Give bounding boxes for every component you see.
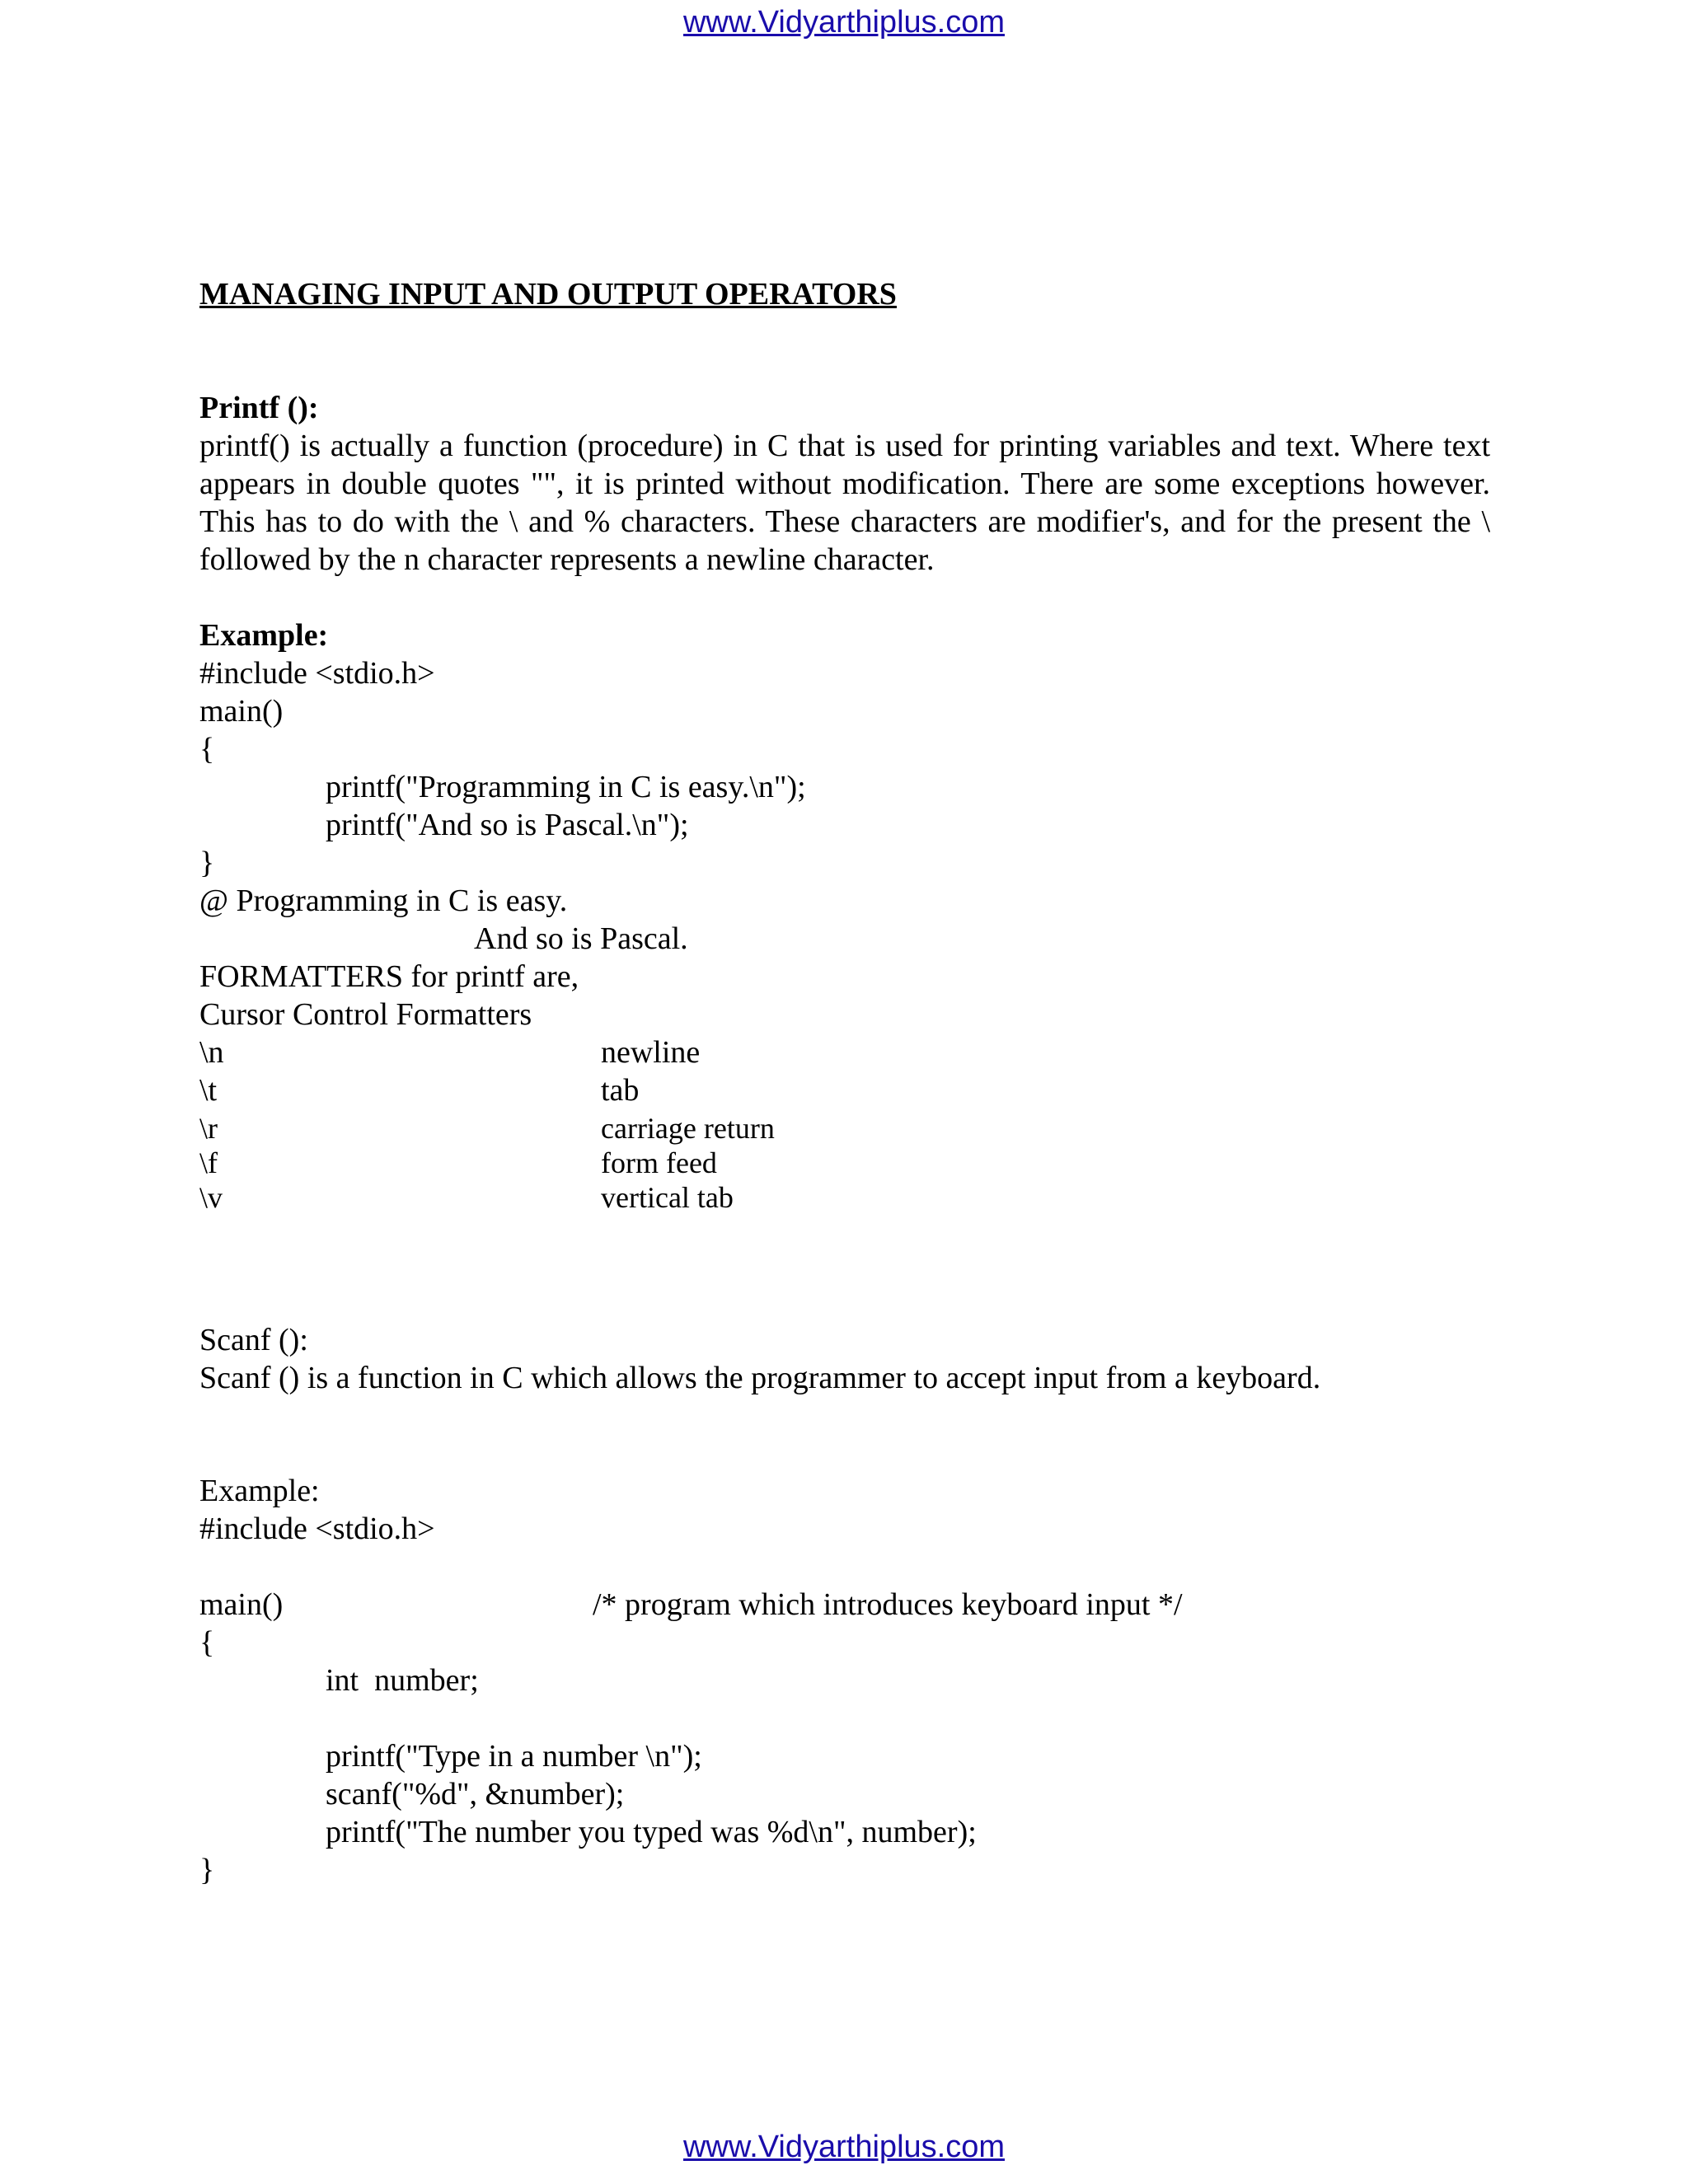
formatter-meaning: newline xyxy=(601,1035,701,1070)
code-line: #include <stdio.h> xyxy=(199,1511,435,1546)
code-line: main() xyxy=(199,694,284,729)
formatter-code: \n xyxy=(199,1035,224,1070)
cursor-control-heading: Cursor Control Formatters xyxy=(199,997,532,1032)
formatter-meaning: form feed xyxy=(601,1146,717,1179)
code-line: int number; xyxy=(326,1663,479,1698)
printf-paragraph: printf() is actually a function (procedure) in C that is used for printing variables and text. Where text appears in double quotes "", it is printed without modification. There are some exceptions however. This has to do with the \ and % characters. These characters are modifier's, and for the present the \ followed by the n character represents a newline character. xyxy=(199,429,1490,577)
formatter-meaning: carriage return xyxy=(601,1112,775,1145)
output-line: @ Programming in C is easy. xyxy=(199,883,568,918)
formatter-meaning: vertical tab xyxy=(601,1181,734,1214)
formatter-meaning: tab xyxy=(601,1073,640,1108)
code-line: } xyxy=(199,846,215,880)
page-title: MANAGING INPUT AND OUTPUT OPERATORS xyxy=(199,277,897,312)
output-line: And so is Pascal. xyxy=(474,921,688,956)
scanf-heading: Scanf (): xyxy=(199,1323,308,1357)
code-line: printf("Type in a number \n"); xyxy=(326,1739,702,1774)
formatter-code: \t xyxy=(199,1073,218,1108)
formatter-code: \r xyxy=(199,1112,218,1145)
code-line: printf("The number you typed was %d\n", number); xyxy=(326,1815,977,1849)
code-line: scanf("%d", &number); xyxy=(326,1777,625,1811)
formatter-code: \f xyxy=(199,1146,218,1179)
scanf-paragraph: Scanf () is a function in C which allows the programmer to accept input from a keyboard. xyxy=(199,1361,1321,1395)
site-link-footer[interactable]: www.Vidyarthiplus.com xyxy=(682,2130,1005,2164)
code-line: main() xyxy=(199,1587,284,1622)
code-line: #include <stdio.h> xyxy=(199,656,435,691)
code-line: printf("And so is Pascal.\n"); xyxy=(326,808,689,842)
formatters-intro: FORMATTERS for printf are, xyxy=(199,959,579,994)
code-line: { xyxy=(199,732,215,766)
printf-heading: Printf (): xyxy=(199,391,319,425)
scanf-example-heading: Example: xyxy=(199,1474,320,1508)
printf-example-heading: Example: xyxy=(199,618,329,653)
code-line: } xyxy=(199,1853,215,1887)
code-comment: /* program which introduces keyboard input */ xyxy=(593,1587,1183,1622)
code-line: printf("Programming in C is easy.\n"); xyxy=(326,770,806,804)
code-line: { xyxy=(199,1625,215,1660)
site-link-header[interactable]: www.Vidyarthiplus.com xyxy=(682,5,1005,40)
formatter-code: \v xyxy=(199,1181,223,1214)
